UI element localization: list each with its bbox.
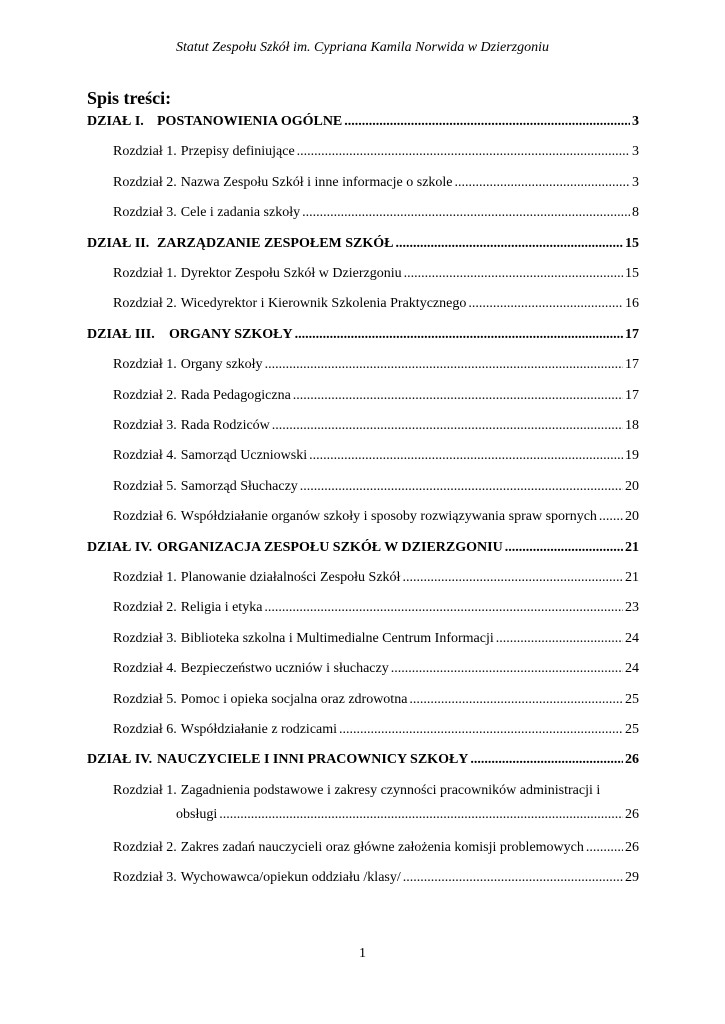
entry-number: Rozdział 3. [113, 630, 177, 646]
dot-leader [586, 840, 623, 856]
entry-title: Bezpieczeństwo uczniów i słuchaczy [180, 661, 389, 677]
entry-title: ORGANY SZKOŁY [169, 326, 293, 342]
entry-title: Wychowawca/opiekun oddziału /klasy/ [180, 870, 401, 885]
entry-page: 16 [625, 296, 639, 312]
dot-leader [302, 205, 630, 221]
entry-title: Współdziałanie z rodzicami [180, 722, 338, 737]
entry-page: 25 [625, 722, 639, 737]
entry-number: Rozdział 2. [113, 174, 177, 190]
dot-leader [404, 266, 623, 282]
page-number: 1 [359, 946, 366, 961]
entry-title: Zakres zadań nauczycieli oraz główne założenia komisji problemowych [180, 839, 584, 855]
toc-chapter-entry[interactable] [113, 570, 639, 586]
entry-number: DZIAŁ III. [87, 326, 155, 342]
toc-chapter-entry[interactable] [113, 783, 639, 823]
entry-number: Rozdział 1. [113, 782, 177, 798]
dot-leader [468, 296, 623, 312]
entry-title: NAUCZYCIELE I INNI PRACOWNICY SZKOŁY [157, 752, 469, 768]
dot-leader [293, 388, 623, 404]
entry-page: 25 [625, 691, 639, 707]
dot-leader [264, 600, 623, 616]
dot-leader [309, 448, 623, 464]
entry-number: Rozdział 1. [113, 357, 177, 373]
entry-page: 17 [625, 387, 639, 403]
toc-chapter-entry[interactable] [113, 266, 639, 282]
entry-page: 26 [625, 752, 639, 768]
entry-number: Rozdział 6. [113, 509, 177, 525]
entry-title: Pomoc i opieka socjalna oraz zdrowotna [180, 691, 408, 707]
dot-leader [470, 752, 623, 768]
toc-section-entry[interactable] [87, 752, 639, 768]
entry-title: Samorząd Uczniowski [180, 448, 308, 464]
entry-title: Współdziałanie organów szkoły i sposoby rozwiązywania spraw spornych [180, 509, 597, 525]
entry-number: Rozdział 2. [113, 839, 177, 855]
entry-page: 29 [625, 870, 639, 885]
entry-number: DZIAŁ II. [87, 235, 150, 251]
dot-leader [295, 327, 623, 343]
toc-chapter-entry[interactable] [113, 418, 639, 434]
entry-title: Wicedyrektor i Kierownik Szkolenia Praktycznego [180, 296, 467, 312]
toc-section-entry[interactable] [87, 327, 639, 343]
toc-chapter-entry[interactable] [113, 296, 639, 312]
dot-leader [265, 357, 623, 373]
toc-chapter-entry[interactable] [113, 479, 639, 495]
entry-number: Rozdział 1. [113, 570, 177, 585]
entry-page: 18 [625, 418, 639, 433]
entry-title: Religia i etyka [180, 600, 263, 616]
entry-title: Cele i zadania szkoły [180, 205, 301, 221]
entry-number: DZIAŁ IV. [87, 752, 153, 768]
entry-title: ORGANIZACJA ZESPOŁU SZKÓŁ W DZIERZGONIU [157, 539, 503, 555]
entry-title-continued: obsługi [176, 806, 218, 822]
entry-title: Dyrektor Zespołu Szkół w Dzierzgoniu [180, 266, 402, 281]
entry-page: 3 [632, 114, 639, 129]
entry-number: Rozdział 1. [113, 144, 177, 160]
entry-page: 26 [625, 806, 639, 822]
toc-chapter-entry[interactable] [113, 509, 639, 525]
entry-number: Rozdział 4. [113, 661, 177, 677]
entry-page: 24 [625, 630, 639, 646]
dot-leader [391, 661, 623, 677]
dot-leader [300, 479, 623, 495]
entry-title: Nazwa Zespołu Szkół i inne informacje o szkole [180, 174, 453, 190]
entry-page: 20 [625, 478, 639, 494]
entry-number: Rozdział 5. [113, 478, 177, 494]
entry-number: Rozdział 1. [113, 266, 177, 281]
entry-number: Rozdział 4. [113, 448, 177, 464]
entry-title: POSTANOWIENIA OGÓLNE [157, 114, 343, 129]
dot-leader [496, 631, 623, 647]
toc-chapter-entry[interactable] [113, 388, 639, 404]
entry-title: Rada Pedagogiczna [180, 387, 291, 403]
entry-page: 26 [625, 839, 639, 855]
entry-number: DZIAŁ I. [87, 114, 144, 129]
entry-number: Rozdział 3. [113, 418, 177, 433]
toc-chapter-entry[interactable] [113, 144, 639, 160]
dot-leader [409, 692, 623, 708]
dot-leader [455, 175, 630, 191]
entry-page: 3 [632, 144, 639, 160]
entry-number: Rozdział 2. [113, 387, 177, 403]
dot-leader [505, 540, 623, 556]
toc-chapter-entry[interactable] [113, 205, 639, 221]
dot-leader [339, 722, 623, 738]
dot-leader [402, 570, 623, 586]
toc-chapter-entry[interactable] [113, 692, 639, 708]
entry-page: 15 [625, 235, 639, 251]
toc-chapter-entry[interactable] [113, 661, 639, 677]
entry-title: ZARZĄDZANIE ZESPOŁEM SZKÓŁ [157, 235, 394, 251]
toc-chapter-entry[interactable] [113, 840, 639, 856]
toc-section-entry[interactable] [87, 540, 639, 556]
entry-title: Przepisy definiujące [180, 144, 295, 160]
toc-chapter-entry[interactable] [113, 448, 639, 464]
entry-page: 21 [625, 570, 639, 585]
toc-chapter-entry[interactable] [113, 870, 639, 886]
running-header: Statut Zespołu Szkół im. Cypriana Kamila Norwida w Dzierzgoniu [176, 40, 549, 55]
entry-page: 24 [625, 661, 639, 677]
entry-page: 17 [625, 357, 639, 373]
toc-chapter-entry[interactable] [113, 175, 639, 191]
entry-number: Rozdział 2. [113, 296, 177, 312]
entry-title: Planowanie działalności Zespołu Szkół [180, 570, 401, 585]
toc-chapter-entry[interactable] [113, 722, 639, 738]
entry-number: Rozdział 6. [113, 722, 177, 737]
toc-chapter-entry[interactable] [113, 600, 639, 616]
toc-section-entry[interactable] [87, 114, 639, 130]
entry-title: Rada Rodziców [180, 418, 270, 433]
entry-page: 23 [625, 600, 639, 616]
toc-section-entry[interactable] [87, 236, 639, 252]
entry-number: Rozdział 3. [113, 870, 177, 885]
toc-chapter-entry[interactable] [113, 357, 639, 373]
entry-title: Organy szkoły [180, 357, 263, 373]
dot-leader [297, 144, 630, 160]
entry-page: 15 [625, 266, 639, 281]
entry-title: Zagadnienia podstawowe i zakresy czynności pracowników administracji i [180, 782, 601, 798]
entry-page: 8 [632, 205, 639, 221]
entry-page: 17 [625, 326, 639, 342]
dot-leader [599, 509, 623, 525]
dot-leader [219, 807, 623, 823]
entry-number: Rozdział 2. [113, 600, 177, 616]
entry-number: Rozdział 5. [113, 691, 177, 707]
entry-page: 21 [625, 539, 639, 555]
entry-page: 3 [632, 174, 639, 190]
entry-number: DZIAŁ IV. [87, 539, 153, 555]
entry-page: 19 [625, 448, 639, 464]
entry-title: Samorząd Słuchaczy [180, 478, 298, 494]
entry-title: Biblioteka szkolna i Multimedialne Centrum Informacji [180, 630, 494, 646]
toc-title: Spis treści: [87, 88, 172, 108]
entry-page: 20 [625, 509, 639, 525]
entry-number: Rozdział 3. [113, 205, 177, 221]
dot-leader [396, 236, 624, 252]
dot-leader [344, 114, 630, 130]
toc-chapter-entry[interactable] [113, 631, 639, 647]
dot-leader [403, 870, 623, 886]
dot-leader [272, 418, 623, 434]
